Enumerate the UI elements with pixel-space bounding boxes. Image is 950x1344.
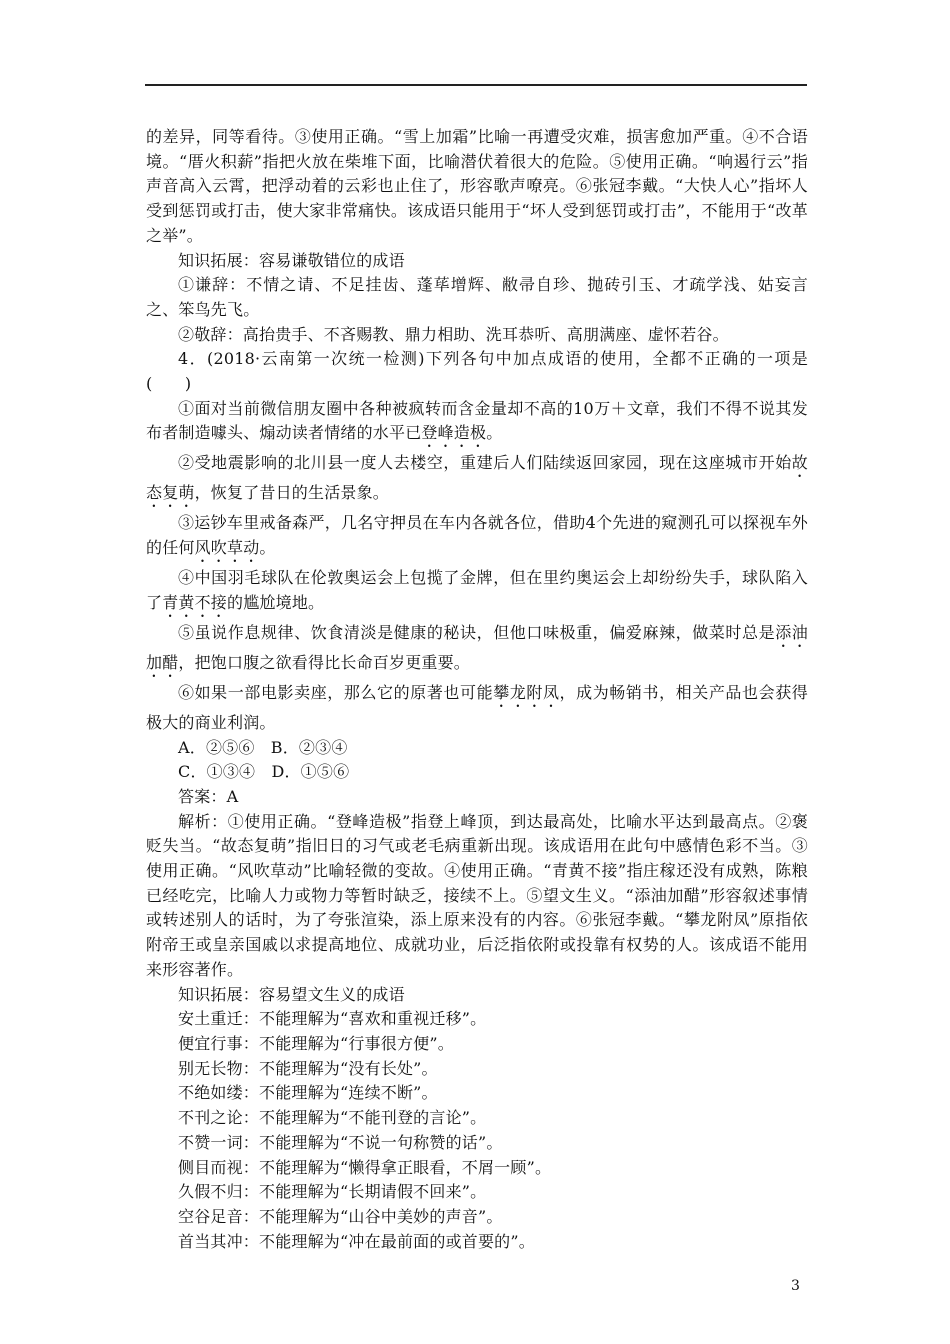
document-body [146, 125, 825, 1254]
item-text-pre: ⑥如果一部电影卖座，那么它的原著也可能 [178, 682, 494, 702]
item-text-post: ，成为畅销书，相关产品也会获得极大的商业利润。 [146, 682, 808, 732]
item-text-post: 。 [486, 423, 503, 443]
item-text-post: ，把饱口腹之欲看得比长命百岁更重要。 [178, 652, 471, 672]
idiom-note: 空谷足音：不能理解为“山谷中美妙的声音”。 [178, 1206, 503, 1226]
idiom-note: 便宜行事：不能理解为“行事很方便”。 [178, 1033, 454, 1053]
question-item-1 [146, 397, 808, 452]
extension1-respect: ②敬辞：高抬贵手、不吝赐教、鼎力相助、洗耳恭听、高朋满座、虚怀若谷。 [178, 324, 729, 344]
item-text-pre: ①面对当前微信朋友圈中各种被疯转而含金量却不高的10万＋文章，我们不得不说其发布者制造噱头、煽动读者情绪的水平已 [146, 398, 808, 443]
dotted-idiom: 登峰造极 [421, 423, 487, 443]
options-row-1: A．②⑤⑥ B．②③④ [178, 737, 348, 757]
extension1-humble: ①谦辞：不情之请、不足挂齿、蓬荜增辉、敝帚自珍、抛砖引玉、才疏学浅、姑妄言之、笨鸟先飞。 [146, 275, 808, 319]
options-row-2: C．①③④ D．①⑤⑥ [178, 762, 350, 782]
header-rule [145, 84, 807, 86]
idiom-note: 安土重迁：不能理解为“喜欢和重视迁移”。 [178, 1009, 487, 1029]
idiom-note: 别无长物：不能理解为“没有长处”。 [178, 1058, 438, 1078]
dotted-idiom: 故态复萌 [146, 453, 808, 503]
item-text-post: 的尴尬境地。 [227, 592, 325, 612]
question-stem: 4．(2018·云南第一次统一检测)下列各句中加点成语的使用，全都不正确的一项是 ( ) [146, 349, 825, 394]
idiom-note: 首当其冲：不能理解为“冲在最前面的或首要的”。 [178, 1231, 535, 1251]
item-text-pre: ②受地震影响的北川县一度人去楼空，重建后人们陆续返回家园，现在这座城市开始 [178, 453, 792, 473]
dotted-idiom: 风吹草动 [194, 538, 260, 558]
idiom-note: 侧目而视：不能理解为“懒得拿正眼看，不屑一顾”。 [178, 1157, 552, 1177]
dotted-idiom: 攀龙附凤 [493, 682, 560, 702]
dotted-idiom: 青黄不接 [162, 592, 228, 612]
intro-paragraph: 的差异，同等看待。③使用正确。“雪上加霜”比喻一再遭受灾难，损害愈加严重。④不合语境。“厝火积薪”指把火放在柴堆下面，比喻潜伏着很大的危险。⑤使用正确。“响遏行云”指声音高入云霄，把浮动着的云彩也止住了，形容歌声嘹亮。⑥张冠李戴。“大快人心”指坏人受到惩罚或打击，使大家非常痛快。该成语只能用于“坏人受到惩罚或打击”，不能用于“改革之举”。 [146, 127, 808, 245]
question-item-2 [146, 451, 808, 511]
idiom-note: 不绝如缕：不能理解为“连续不断”。 [178, 1083, 438, 1103]
page-number: 3 [791, 1278, 800, 1294]
item-text-pre: ⑤虽说作息规律、饮食清淡是健康的秘诀，但他口味极重，偏爱麻辣，做菜时总是 [178, 622, 776, 642]
item-text-post: 。 [259, 538, 276, 558]
question-item-4 [146, 566, 808, 621]
extension2-title: 知识拓展：容易望文生义的成语 [178, 984, 405, 1004]
idiom-note: 久假不归：不能理解为“长期请假不回来”。 [178, 1182, 487, 1202]
analysis: 解析：①使用正确。“登峰造极”指登上峰顶，到达最高处，比喻水平达到最高点。②褒贬失当。“故态复萌”指旧日的习气或老毛病重新出现。该成语用在此句中感情色彩不当。③使用正确。“风吹草动”比喻轻微的变故。④使用正确。“青黄不接”指庄稼还没有成熟，陈粮已经吃完，比喻人力或物力等暂时缺乏，接续不上。⑤望文生义。“添油加醋”形容叙述事情或转述别人的话时，为了夸张渲染，添上原来没有的内容。⑥张冠李戴。“攀龙附凤”原指依附帝王或皇亲国戚以求提高地位、成就功业，后泛指依附或投靠有权势的人。该成语不能用来形容著作。 [146, 811, 808, 979]
extension1-title: 知识拓展：容易谦敬错位的成语 [178, 250, 405, 270]
item-text-post: ，恢复了昔日的生活景象。 [194, 483, 390, 503]
idiom-note: 不刊之论：不能理解为“不能刊登的言论”。 [178, 1108, 487, 1128]
question-item-6 [146, 681, 808, 736]
item-text-pre: ④中国羽毛球队在伦敦奥运会上包揽了金牌，但在里约奥运会上却纷纷失手，球队陷入了 [146, 568, 808, 612]
question-item-3 [146, 511, 808, 566]
dotted-idiom: 添油加醋 [146, 622, 808, 672]
idiom-note: 不赞一词：不能理解为“不说一句称赞的话”。 [178, 1132, 503, 1152]
item-text-pre: ③运钞车里戒备森严，几名守押员在车内各就各位，借助4个先进的窥测孔可以探视车外的任何 [146, 513, 808, 558]
answer: 答案：A [178, 786, 239, 806]
question-item-5 [146, 621, 808, 681]
